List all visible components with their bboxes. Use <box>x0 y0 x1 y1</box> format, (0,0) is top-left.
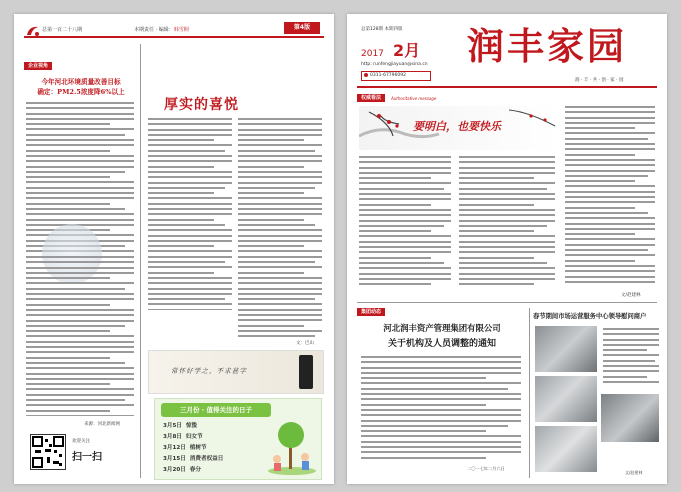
calligraphy-seal-icon <box>299 355 313 389</box>
section-tag-authoritative: 权威看法 <box>357 94 385 102</box>
masthead-subtitle: 润 · 丰 · 共 · 创 · 家 · 园 <box>575 78 624 83</box>
festival-photo-3 <box>601 394 659 442</box>
column-body-col-2 <box>459 156 555 286</box>
year: 2017 <box>361 49 384 59</box>
column-body-col-3 <box>565 106 655 286</box>
festival-title: 春节期间市场运营服务中心领导慰问商户 <box>533 313 647 320</box>
qr-note: 欢迎关注 <box>72 439 90 444</box>
section-tag-enterprise: 企业视角 <box>24 62 52 70</box>
news-headline-1: 今年河北环境质量改善目标 <box>41 78 121 86</box>
notice-body-text <box>361 356 521 462</box>
section-tag-group-news: 集团动态 <box>357 308 385 316</box>
festival-photo-1 <box>535 326 597 372</box>
essay-body-col-2 <box>238 118 322 338</box>
banner-title: 要明白，也要快乐 <box>413 120 501 133</box>
masthead-rule <box>357 86 657 88</box>
page-number-badge: 第4版 <box>284 22 320 34</box>
march-item: 3月8日 妇女节 <box>163 434 203 440</box>
festival-body-1 <box>603 328 659 388</box>
column-body-col-1 <box>359 156 451 286</box>
calligraphy-text: 常怀好学之，不求甚字 <box>171 367 247 375</box>
column-divider <box>140 44 141 478</box>
march-item: 3月5日 惊蛰 <box>163 423 198 429</box>
march-item: 3月20日 春分 <box>163 467 201 473</box>
notice-title-1: 河北润丰资产管理集团有限公司 <box>383 323 501 333</box>
kids-illustration-icon <box>267 419 317 475</box>
news-source: 来源：河北新闻网 <box>84 422 120 427</box>
calligraphy-image <box>148 350 324 394</box>
month: 2月 <box>393 41 421 60</box>
news-body-text-2 <box>26 256 134 416</box>
march-list <box>163 421 263 476</box>
phone-box <box>361 71 431 81</box>
essay-title: 厚实的喜悦 <box>164 97 239 113</box>
editor-line <box>134 26 189 33</box>
column-banner-image <box>359 106 559 150</box>
news-headline-2: 确定：PM2.5浓度降6%以上 <box>37 88 125 96</box>
festival-photo-2 <box>535 376 597 422</box>
website: http: runfengjiayuan@sina.cn <box>361 62 428 67</box>
column-byline: 文/赵建林 <box>621 293 641 298</box>
qr-code-icon <box>30 434 66 470</box>
essay-body-col-1 <box>148 118 232 310</box>
section-tag-sub: Authoritative message <box>391 96 437 101</box>
notice-title-2: 关于机构及人员调整的通知 <box>387 339 496 349</box>
column-divider-right <box>529 308 530 478</box>
festival-photo-4 <box>535 426 597 472</box>
qr-scan-caption: 扫一扫 <box>72 452 102 463</box>
issue-info: 总第128期 本期四版 <box>361 27 403 32</box>
phone-icon <box>364 73 368 77</box>
header-logo-icon <box>26 22 40 34</box>
newspaper-page-4 <box>14 14 334 484</box>
editor-label: 本期责任 · 编辑： <box>134 27 174 33</box>
issue-number: 总第一百二十八期 <box>42 27 83 33</box>
masthead: 润丰家园 <box>467 24 627 68</box>
march-item: 3月15日 消费者权益日 <box>163 456 224 462</box>
header-rule <box>24 36 324 38</box>
notice-signoff: 二〇一七年二月六日 <box>467 466 505 471</box>
header-date <box>361 38 420 61</box>
newspaper-page-1 <box>347 14 667 484</box>
editor-name: 韩雪桐 <box>173 27 189 33</box>
march-title: 三月份 · 值得关注的日子 <box>161 403 271 417</box>
march-item: 3月12日 植树节 <box>163 445 207 451</box>
march-days-box <box>154 398 322 480</box>
essay-byline: 文：巴山 <box>296 341 314 346</box>
festival-byline: 文/赵建林 <box>625 470 643 475</box>
section-rule <box>357 302 657 303</box>
phone-number: 0311-67796092 <box>370 73 406 78</box>
